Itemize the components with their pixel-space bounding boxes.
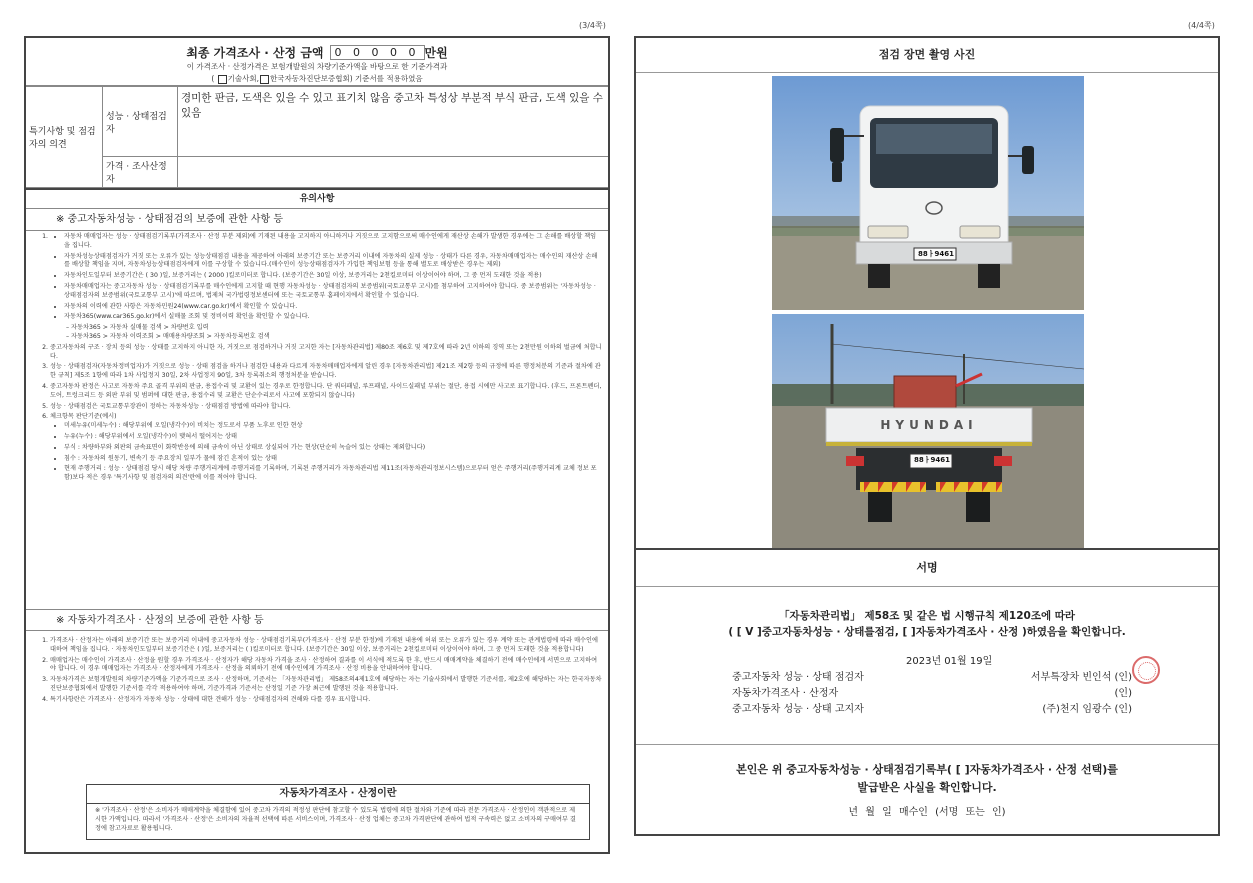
price-note-item: 3. 자동차가격은 보험개발원의 차량기준가액을 기준가격으로 조사 · 산정하며, 기준서는 「자동차관리법」 제58조의4제1호에 해당하는 자는 기술사회에서 발행한 기준서를, 제2호에 해당하는 자는 한국자동차진단보증협회에서 발행한 기준서를 각각 적용하여야 하며, 기준가격과 기준서는 산정일 기준 가장 최근에 발행된 것을 적용합니다. bbox=[50, 676, 602, 694]
note-bullet: • 자동차매매업자는 중고자동차 성능 · 상태점검기록부를 매수인에게 고지할 때 현행 자동차성능 · 상태점검자의 보증범위(국토교통부 고시)를 첨부하여 고지하여야 합니다. 중 보증범위는 '자동차성능 · 상태점검자의 보증범위(국토교통부 고시)'에 따르며, 법제처 국가법령정보센터에 또는 국토교통부 홈페이지에서 확인할 수 있습니다. bbox=[64, 283, 602, 301]
opinion-table bbox=[26, 86, 608, 188]
confirm-line-1: 「자동차관리법」 제58조 및 같은 법 시행규칙 제120조에 따라 bbox=[778, 610, 1076, 622]
buyer-confirm-line-2: 발급받은 사실을 확인합니다. bbox=[857, 781, 997, 794]
signer-role: 중고자동차 성능 · 상태 점검자 bbox=[732, 672, 864, 683]
signer-name: 서부특장차 빈인석 (인) bbox=[1030, 672, 1132, 683]
buyer-confirm-line-1: 본인은 위 중고자동차성능 · 상태점검기록부( [ ]자동차가격조사 · 산정 선택)를 bbox=[736, 763, 1118, 776]
note-bullet: • 자동차성능상태점검자가 거짓 또는 오류가 있는 성능상태점검 내용을 제공하여 아래의 보증기간 또는 보증거리 이내에 자동차의 실제 성능 · 상태가 다른 경우, 자동차매매업자는 매수인의 재산상 손해를 배상할 책임을 지며, 자동차성능상태점검자에게 이를 구상할 수 있습니다.(매수인이 성능상태점검자가 가입한 책임보험 등을 통해 별도로 배상받은 경우는 제외) bbox=[64, 253, 602, 271]
note-item-6: 6. 체크항목 판단기준(예시) • 미세누유(미세누수) : 해당부위에 오일(냉각수)이 비치는 정도로서 부품 노후로 인한 현상 • 누유(누수) : 해당부위에서 오일(냉각수)이 맺혀서 떨어지는 상태 • 부식 : 차량하부와 외판의 금속표면이 화학반응에 의해 금속이 아닌 상태로 상실되어 가는 현상(단순히 녹슬어 있는 상태는 제외합니다) • 침수 : 자동차의 원동기, 변속기 등 주요장치 일부가 물에 잠긴 흔적이 있는 상태 • 현재 주행거리 : 성능 · 상태점검 당시 해당 차량 주행거리계에 주행거리를 기록하며, 기록된 주행거리가 자동차관리법 제11조(자동차관리정보시스템)으로부터 얻은 주행거리(주행거리계 교체 정보 포함)보다 적은 경우 '특기사항 및 점검자의 의견'란에 이를 적어야 합니다. bbox=[50, 413, 602, 483]
note-dash: – 자동차365 > 자동차 이력조회 > 매매용차량조회 > 자동차등록번호 검색 bbox=[66, 332, 270, 340]
final-price-header bbox=[26, 38, 608, 86]
confirm-line-2: ( [ V ]중고자동차성능 · 상태를점검, [ ]자동차가격조사 · 산정 )하였음을 확인합니다. bbox=[728, 626, 1126, 638]
red-seal-stamp-icon bbox=[1132, 656, 1160, 684]
note-dash: – 자동차365 > 자동차 실매물 검색 > 차량번호 입력 bbox=[66, 324, 209, 332]
signer-role: 자동차가격조사 · 산정자 bbox=[732, 688, 839, 699]
note-bullet: • 자동차의 이력에 관한 사항은 자동차민원24(www.car.go.kr)에서 확인할 수 있습니다. bbox=[64, 303, 602, 312]
perf-inspector-opinion: 경미한 판금, 도색은 있을 수 있고 표기치 않음 중고차 특성상 부분적 부식 판금, 도색 있을 수 있음 bbox=[178, 87, 609, 157]
note-bullet: • 자동차인도일부터 보증기간은 ( 30 )일, 보증거리는 ( 2000 )킬로미터로 합니다. (보증기간은 30일 이상, 보증거리는 2천킬로미터 이상이어야 하며, 그 중 먼저 도래한 것을 적용) bbox=[64, 272, 602, 281]
amount-field bbox=[330, 45, 425, 60]
page-number-left: (3/4쪽) bbox=[579, 21, 606, 30]
checkbox-kadia bbox=[260, 75, 269, 84]
criteria-bullet: • 침수 : 자동차의 원동기, 변속기 등 주요장치 일부가 물에 잠긴 흔적이 있는 상태 bbox=[64, 455, 602, 464]
final-price-label: 최종 가격조사 · 산정 금액 bbox=[186, 46, 324, 60]
page-number-right: (4/4쪽) bbox=[1188, 21, 1215, 30]
price-basis-line1: 이 가격조사 · 산정가격은 보험개발원의 차량기준가액을 바탕으로 한 기준가격과 bbox=[186, 62, 448, 71]
note-item-2: 2. 중고자동차의 구조 · 장치 등의 성능 · 상태를 고지하지 아니한 자, 거짓으로 점검하거나 거짓 고지한 자는 [자동차관리법] 제80조 제6호 및 제7호에 따라 2년 이하의 징역 또는 2천만원 이하의 벌금에 처합니다. bbox=[50, 344, 602, 362]
price-definition-text: ※ '가격조사 · 산정'은 소비자가 매매계약을 체결함에 있어 중고차 가격의 적정성 판단에 참고할 수 있도록 법령에 의한 절차와 기준에 따라 전문 가격조사 · 산정인이 객관적으로 제시한 가액입니다. 따라서 '가격조사 · 산정'은 소비자의 자율적 선택에 따른 서비스이며, 가격조사 · 산정 업체는 중고차 가격판단에 관하여 법적 구속력은 없고 소비자의 구매여부 결정에 참고자료로 활용됩니다. bbox=[95, 807, 576, 832]
price-note-item: 2. 매매업자는 매수인이 가격조사 · 산정을 원할 경우 가격조사 · 산정자가 해당 자동차 가격을 조사 · 산정하여 결과를 이 서식에 적도록 한 후, 반드시 매매계약을 체결하기 전에 매수인에게 서면으로 고지하여야 합니다. 이 경우 매매업자는 가격조사 · 산정자에게 가격조사 · 산정을 의뢰하기 전에 매수인에게 가격조사 · 산정 비용을 안내하여야 합니다. bbox=[50, 657, 602, 675]
guarantee-title: ※ 중고자동차성능 · 상태점검의 보증에 관한 사항 등 bbox=[26, 209, 608, 231]
note-bullet: • 자동차365(www.car365.go.kr)에서 실매물 조회 및 정비이력 확인을 확인할 수 있습니다. bbox=[64, 313, 602, 322]
criteria-bullet: • 현재 주행거리 : 성능 · 상태점검 당시 해당 차량 주행거리계에 주행거리를 기록하며, 기록된 주행거리가 자동차관리법 제11조(자동차관리정보시스템)으로부터 얻은 주행거리(주행거리계 교체 정보 포함)보다 적은 경우 '특기사항 및 점검자의 의견'란에 이를 적어야 합니다. bbox=[64, 465, 602, 483]
signer-name: (인) bbox=[1114, 688, 1132, 699]
note-item-4: 4. 중고자동차 판정은 사고로 자동차 주요 골격 부위의 판금, 용접수리 및 교환이 있는 경우로 한정합니다. 단 쿼터패널, 루프패널, 사이드실패널 부위는 절단, 용접 시에만 사고로 표기합니다. (후드, 프론트펜더, 도어, 트렁크리드 등 외판 부위 및 범퍼에 대한 판금, 용접수리 및 교환은 단순수리로서 사고에 포함되지 않습니다) bbox=[50, 383, 602, 401]
note-item-1 bbox=[50, 233, 602, 342]
signer-role: 중고자동차 성능 · 상태 고지자 bbox=[732, 704, 864, 715]
signature-section-title: 서명 bbox=[636, 548, 1218, 587]
note-item-3: 3. 성능 · 상태점검자(자동차정비업자)가 거짓으로 성능 · 상태 점검을 하거나 점검한 내용과 다르게 자동차매매업자에게 알린 경우 [자동차관리법] 제21조 제2항 등의 규정에 따른 행정처분의 기준과 절차에 관한 규칙] 제5조 1항에 따라 1차 사업정지 30일, 2차 사업정지 90일, 3차 등록취소의 행정처분을 받습니다. bbox=[50, 363, 602, 381]
note-item-5: 5. 성능 · 상태점검은 국토교통부장관이 정하는 자동차성능 · 상태점검 방법에 따라야 합니다. bbox=[50, 403, 602, 412]
rear-plate-text: 88ㅏ9461 bbox=[914, 456, 950, 464]
amount-unit: 만원 bbox=[424, 46, 448, 60]
price-definition-box bbox=[86, 784, 590, 840]
brand-text: HYUNDAI bbox=[880, 418, 978, 432]
price-assessor-opinion bbox=[178, 157, 609, 188]
amount-digits: 0 0 0 0 0 bbox=[334, 46, 420, 59]
inspection-form-page-3 bbox=[24, 36, 610, 854]
truck-front-photo bbox=[772, 76, 1084, 310]
notes-title: 유의사항 bbox=[26, 188, 608, 209]
signer-name: (주)천지 임광수 (인) bbox=[1042, 704, 1132, 715]
truck-rear-photo bbox=[772, 314, 1084, 548]
price-basis-line2: ( 기술사회, 한국자동차진단보증협회) 기준서를 적용하였음 bbox=[211, 74, 423, 83]
photo-section-title: 점검 장면 촬영 사진 bbox=[636, 38, 1218, 73]
confirm-statement bbox=[636, 608, 1218, 640]
price-guarantee-title: ※ 자동차가격조사 · 산정의 보증에 관한 사항 등 bbox=[26, 609, 608, 631]
signature-date: 2023년 01월 19일 bbox=[906, 656, 993, 667]
price-note-item: 4. 특기사항란은 가격조사 · 산정자가 자동차 성능 · 상태에 대한 견해가 성능 · 상태점검자의 견해와 다를 경우 표시합니다. bbox=[50, 696, 602, 705]
criteria-bullet: • 누유(누수) : 해당부위에서 오일(냉각수)이 맺혀서 떨어지는 상태 bbox=[64, 433, 602, 442]
inspection-form-page-4 bbox=[634, 36, 1220, 836]
perf-inspector-label: 성능 · 상태점검자 bbox=[103, 87, 178, 157]
criteria-bullet: • 부식 : 차량하부와 외판의 금속표면이 화학반응에 의해 금속이 아닌 상태로 상실되어 가는 현상(단순히 녹슬어 있는 상태는 제외합니다) bbox=[64, 444, 602, 453]
note-bullet: • 1. 자동차 매매업자는 성능 · 상태점검기록부(가격조사 · 산정 부분 제외)에 기재된 내용을 고지하지 아니하거나 거짓으로 고지함으로써 매수인에게 재산상 손해가 발생한 경우에는 그 손해를 배상할 책임을 집니다. bbox=[64, 233, 602, 251]
buyer-sign-line: 년 월 일 매수인 (서명 또는 인) bbox=[848, 807, 1006, 818]
criteria-bullet: • 미세누유(미세누수) : 해당부위에 오일(냉각수)이 비치는 정도로서 부품 노후로 인한 현상 bbox=[64, 422, 602, 431]
opinion-label: 특기사항 및 점검자의 의견 bbox=[26, 87, 103, 188]
price-definition-title: 자동차가격조사 · 산정이란 bbox=[87, 785, 589, 804]
front-plate-text: 88ㅏ9461 bbox=[918, 250, 954, 258]
price-guarantee-notes bbox=[26, 631, 608, 759]
checkbox-tech-society bbox=[218, 75, 227, 84]
price-assessor-label: 가격 · 조사산정자 bbox=[103, 157, 178, 188]
price-note-item: 1. 가격조사 · 산정자는 아래의 보증기간 또는 보증거리 이내에 중고자동차 성능 · 상태점검기록부(가격조사 · 산정 부분 한정)에 기재된 내용에 허위 또는 오류가 있는 경우 계약 또는 관계법령에 따라 매수인에 대하여 책임을 집니다. · 자동차인도일부터 보증기간은 ( )일, 보증거리는 ( )킬로미터로 합니다. (보증기간은 30일 이상, 보증거리는 2천킬로미터 이상이어야 하며, 그 중 먼저 도래한 것을 적용합니다) bbox=[50, 637, 602, 655]
guarantee-notes bbox=[26, 231, 608, 609]
final-price-title bbox=[186, 44, 447, 61]
buyer-confirmation bbox=[636, 744, 1218, 835]
